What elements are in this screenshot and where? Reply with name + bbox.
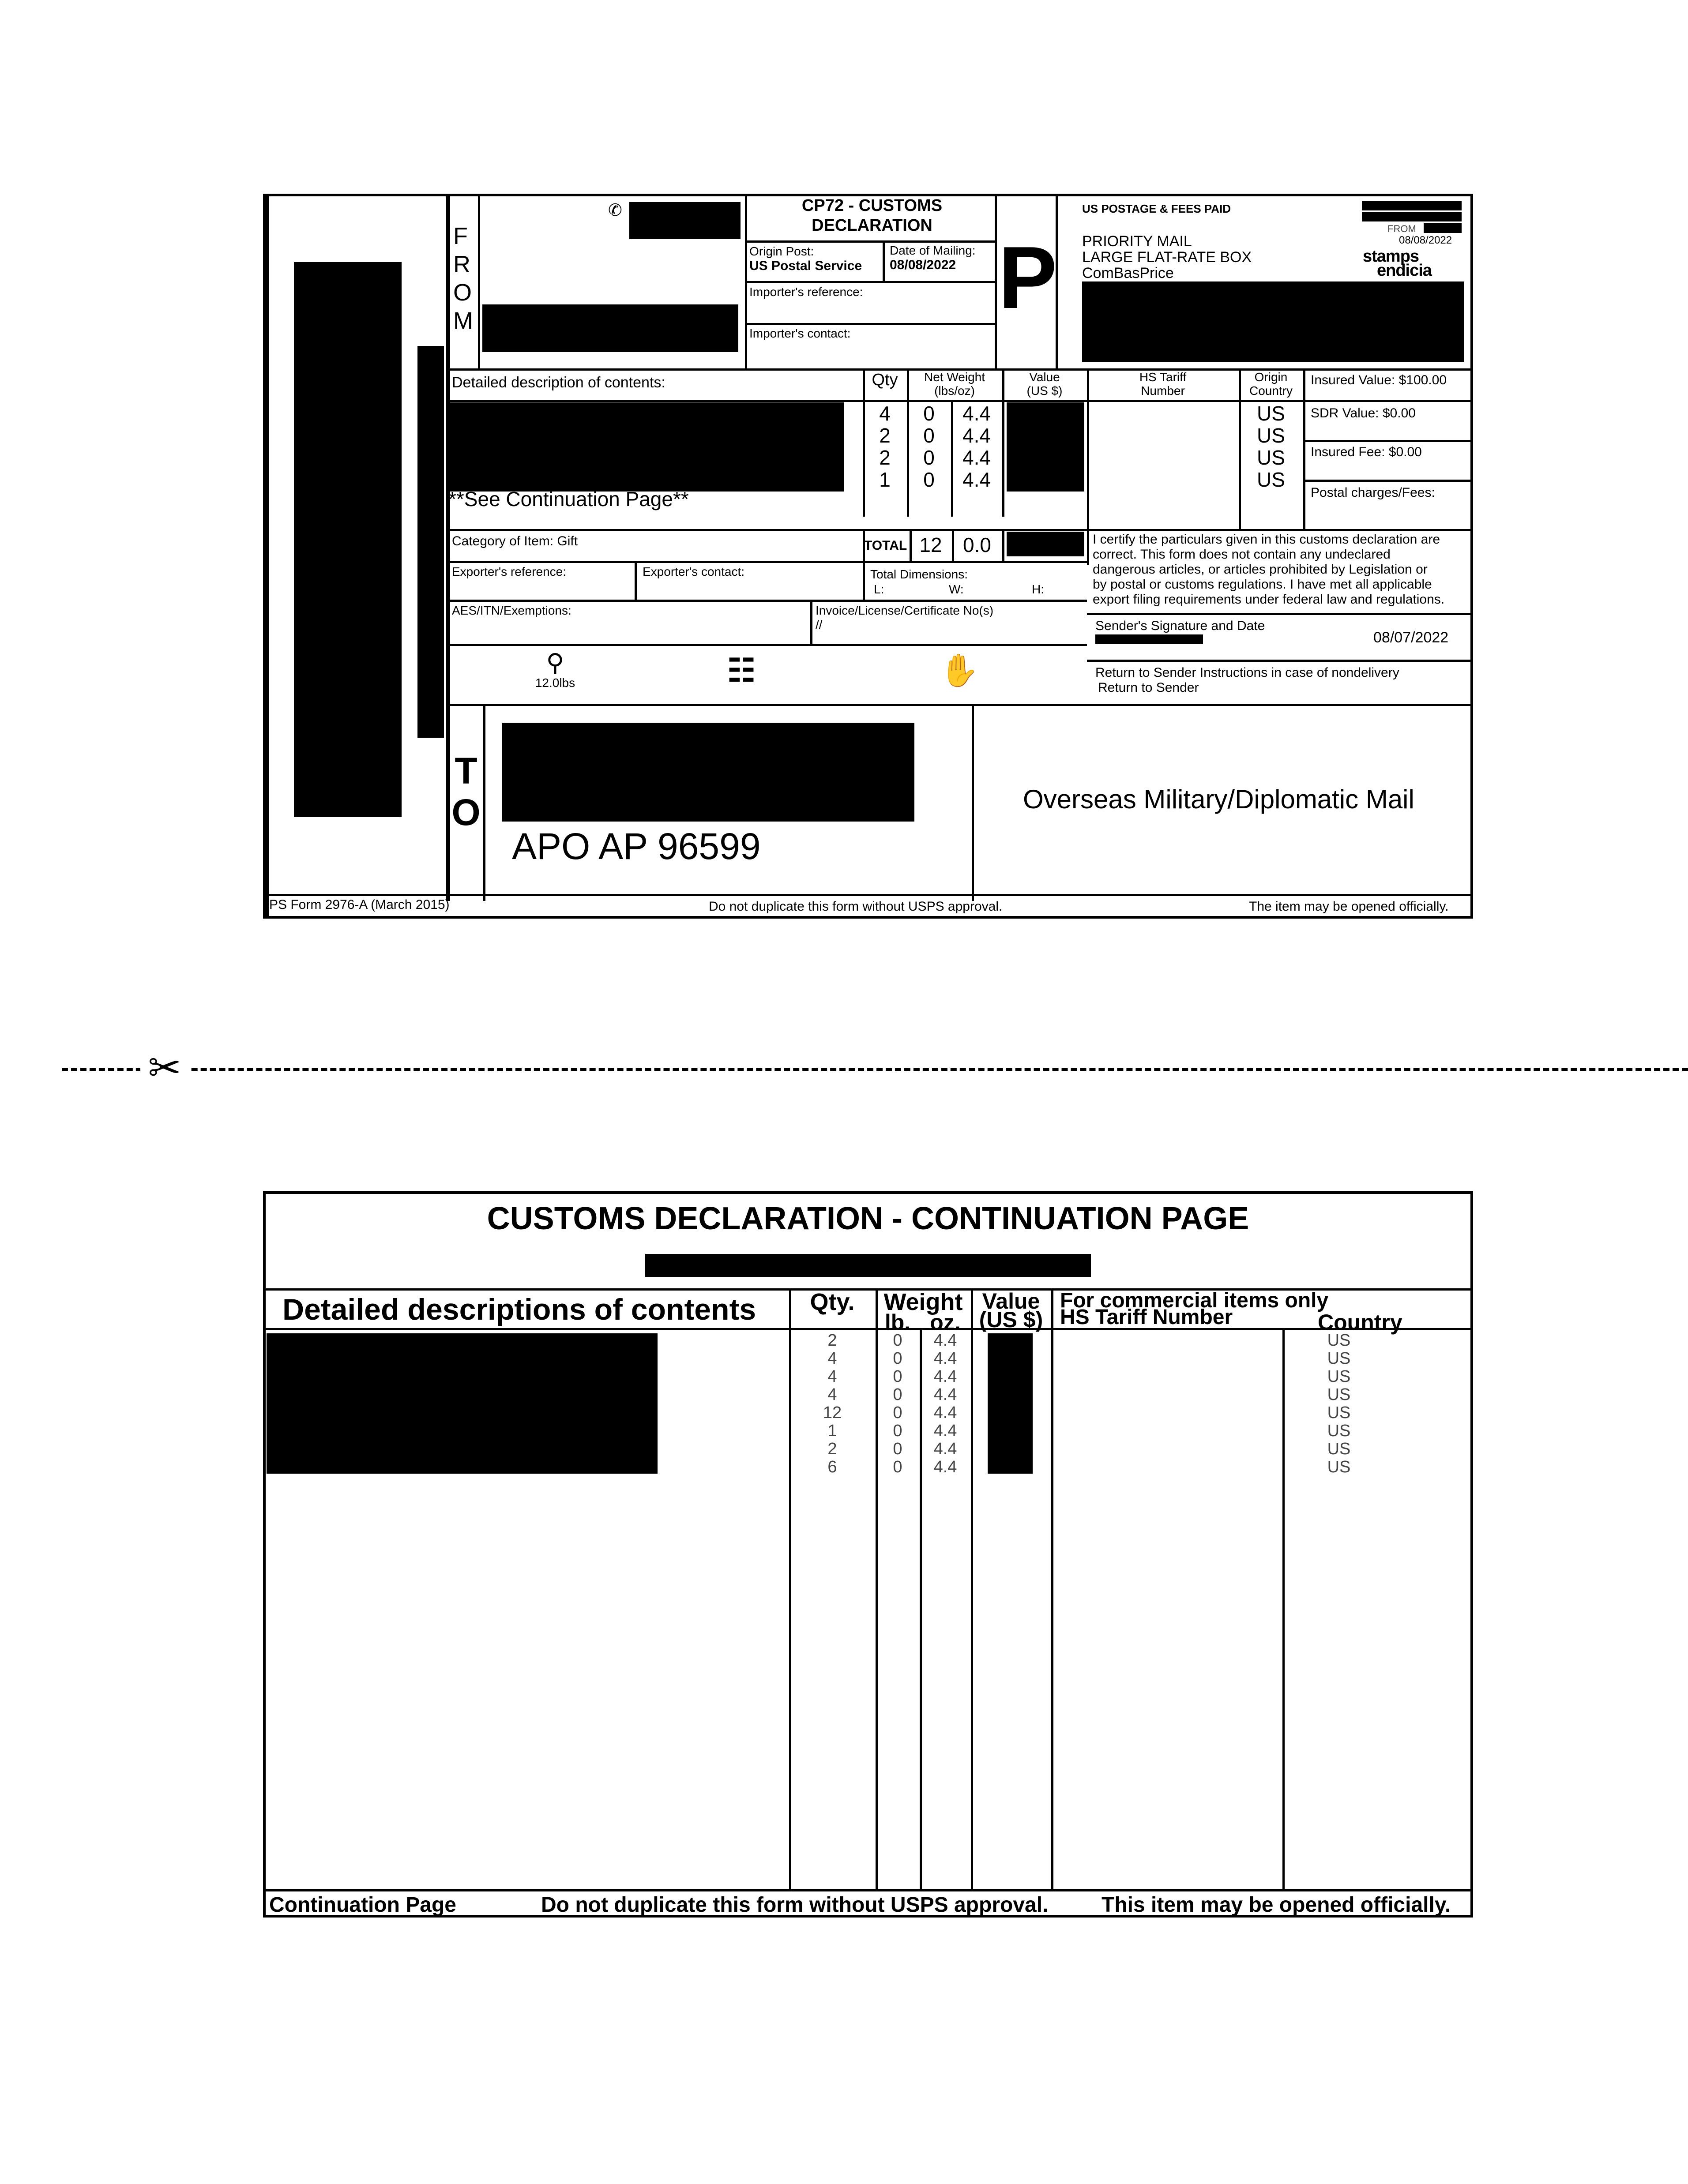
continuation-oz: 4.4 (933, 1331, 957, 1350)
postage-from: FROM (1387, 223, 1416, 234)
weight-icon: ⚲ (546, 649, 564, 676)
see-continuation: **See Continuation Page** (448, 488, 689, 510)
left-border-bar (263, 194, 269, 919)
divider (1303, 400, 1473, 402)
return-instructions: Return to Sender Instructions in case of nondelivery (1095, 665, 1399, 680)
invoice-label: Invoice/License/Certificate No(s) (816, 604, 994, 617)
continuation-qty: 1 (827, 1422, 837, 1440)
continuation-lb: 0 (893, 1403, 902, 1422)
sdr-value: SDR Value: $0.00 (1311, 406, 1416, 420)
continuation-oz: 4.4 (933, 1385, 957, 1404)
cut-line (62, 1068, 1688, 1071)
importer-contact-label: Importer's contact: (749, 326, 851, 340)
continuation-oz: 4.4 (933, 1367, 957, 1386)
divider (1303, 440, 1473, 442)
item-oz-column (951, 402, 1002, 491)
continuation-country: US (1327, 1349, 1351, 1368)
continuation-lb: 0 (893, 1458, 902, 1476)
form-title: CP72 - CUSTOMS (801, 196, 943, 215)
military-mail: Overseas Military/Diplomatic Mail (1023, 784, 1414, 814)
continuation-qty: 2 (827, 1331, 837, 1350)
qty-header: Qty (872, 371, 898, 389)
commercial-header: For commercial items only (1060, 1289, 1329, 1312)
total-dimensions: Total Dimensions: (870, 567, 968, 581)
item-lb: 0 (923, 446, 935, 469)
postage-price-type: ComBasPrice (1082, 265, 1174, 281)
redacted-postage-id (1362, 212, 1462, 221)
from-letter: R (453, 251, 470, 278)
item-oz: 4.4 (962, 424, 991, 447)
from-letter: O (453, 279, 472, 306)
continuation-country: US (1327, 1440, 1351, 1458)
certify-line: I certify the particulars given in this customs declaration are (1093, 532, 1440, 547)
descriptions-header: Detailed descriptions of contents (282, 1293, 756, 1326)
value-unit: (US $) (1026, 384, 1063, 398)
divider (263, 894, 1473, 896)
weight-header: Weight (883, 1289, 963, 1315)
certify-line: by postal or customs regulations. I have met all applicable (1093, 577, 1432, 592)
hs-tariff-header: HS Tariff Number (1060, 1306, 1233, 1329)
country-header: Country (1318, 1310, 1402, 1335)
divider (745, 323, 996, 325)
redacted-signature (1095, 634, 1203, 644)
continuation-lb: 0 (893, 1367, 902, 1386)
continuation-oz-column (920, 1332, 971, 1476)
divider (1051, 1288, 1053, 1889)
handle-with-care-icon: ✋ (940, 653, 979, 688)
dimension-height: H: (1032, 582, 1044, 596)
hs-tariff-header: Number (1141, 384, 1185, 398)
exporter-reference: Exporter's reference: (452, 565, 567, 578)
redacted-contents-description (446, 402, 844, 492)
stamps-logo: stamps (1363, 247, 1419, 266)
continuation-lb: 0 (893, 1440, 902, 1458)
origin-post-label: Origin Post: (749, 244, 814, 258)
item-lb: 0 (923, 402, 935, 425)
continuation-oz: 4.4 (933, 1440, 957, 1458)
value-header: Value (1029, 370, 1060, 384)
dimension-length: L: (874, 582, 884, 596)
scissors-icon: ✂ (140, 1048, 189, 1088)
value-unit: (US $) (979, 1307, 1043, 1332)
opened-notice: The item may be opened officially. (1249, 899, 1449, 914)
qty-header: Qty. (810, 1289, 855, 1315)
divider (810, 600, 812, 644)
continuation-title: CUSTOMS DECLARATION - CONTINUATION PAGE (487, 1201, 1249, 1236)
continuation-qty: 4 (827, 1385, 837, 1404)
certify-line: dangerous articles, or articles prohibited by Legislation or (1093, 562, 1428, 577)
total-weight: 0.0 (963, 533, 991, 556)
divider (1087, 613, 1473, 615)
item-oz: 4.4 (962, 446, 991, 469)
from-letters (453, 223, 473, 334)
divider (1056, 194, 1058, 368)
divider (446, 529, 1473, 531)
continuation-oz: 4.4 (933, 1349, 957, 1368)
invoice-value: // (816, 618, 823, 631)
redacted-values (1007, 402, 1084, 492)
item-qty: 1 (879, 468, 891, 491)
duplicate-notice: Do not duplicate this form without USPS approval. (709, 899, 1003, 914)
certify-line: correct. This form does not contain any undeclared (1093, 547, 1391, 562)
continuation-qty-column (789, 1332, 876, 1476)
continuation-qty: 12 (823, 1403, 842, 1422)
item-oz: 4.4 (962, 468, 991, 491)
postage-service: PRIORITY MAIL (1082, 233, 1192, 250)
net-weight-header: Net Weight (924, 370, 985, 384)
redacted-recipient-address (502, 723, 914, 822)
continuation-country: US (1327, 1367, 1351, 1386)
continuation-oz: 4.4 (933, 1403, 957, 1422)
redacted-barcode (294, 262, 402, 817)
form-number: PS Form 2976-A (March 2015) (269, 897, 450, 912)
divider (483, 704, 485, 901)
signature-label: Sender's Signature and Date (1095, 619, 1265, 633)
continuation-lb: 0 (893, 1331, 902, 1350)
phone-icon: ✆ (608, 201, 622, 220)
divider (446, 704, 1473, 706)
divider (1303, 480, 1473, 482)
continuation-qty: 2 (827, 1440, 837, 1458)
item-lb: 0 (923, 468, 935, 491)
form-title: DECLARATION (812, 216, 932, 235)
redacted-continuation-descriptions (267, 1333, 658, 1474)
exporter-contact: Exporter's contact: (643, 565, 744, 578)
item-country: US (1257, 468, 1285, 491)
redacted-side-strip (417, 346, 444, 738)
origin-header: Origin (1254, 370, 1288, 384)
redacted-postage-from (1424, 223, 1462, 233)
postal-charges: Postal charges/Fees: (1311, 485, 1435, 500)
origin-post-value: US Postal Service (749, 259, 862, 273)
continuation-footer-page: Continuation Page (269, 1893, 456, 1917)
continuation-country: US (1327, 1422, 1351, 1440)
dimension-width: W: (949, 582, 964, 596)
signature-date: 08/07/2022 (1373, 629, 1449, 646)
item-qty-column (863, 402, 907, 491)
continuation-oz: 4.4 (933, 1458, 957, 1476)
continuation-lb-column (876, 1332, 920, 1476)
postage-date: 08/08/2022 (1399, 234, 1452, 246)
value-header: Value (982, 1289, 1040, 1313)
item-qty: 2 (879, 424, 891, 447)
continuation-country: US (1327, 1385, 1351, 1404)
redacted-phone (629, 202, 741, 239)
item-country: US (1257, 424, 1285, 447)
return-value: Return to Sender (1098, 680, 1199, 695)
divider (1002, 529, 1004, 561)
divider (446, 400, 1303, 402)
continuation-lb: 0 (893, 1422, 902, 1440)
to-letters (449, 750, 483, 833)
item-country: US (1257, 446, 1285, 469)
fragile-glass-icon: ☷ (727, 653, 756, 688)
postage-paid: US POSTAGE & FEES PAID (1082, 202, 1231, 215)
redacted-sender-address (482, 304, 738, 352)
endicia-logo: endicia (1377, 261, 1432, 280)
divider (1087, 660, 1473, 662)
redacted-reference (645, 1254, 1091, 1277)
oz-header: oz. (930, 1310, 961, 1335)
insured-fee: Insured Fee: $0.00 (1311, 445, 1422, 459)
continuation-lb: 0 (893, 1349, 902, 1368)
total-qty: 12 (919, 533, 942, 556)
to-letter: O (451, 792, 481, 833)
divider (745, 240, 996, 243)
divider (635, 561, 637, 600)
redacted-postage-id (1362, 201, 1462, 210)
weight-value: 12.0lbs (535, 676, 575, 690)
divider (446, 600, 1087, 602)
continuation-footer-opened: This item may be opened officially. (1102, 1893, 1451, 1917)
description-header: Detailed description of contents: (452, 374, 665, 391)
item-lb: 0 (923, 424, 935, 447)
divider (263, 1889, 1473, 1891)
from-letter: F (453, 223, 468, 249)
divider (446, 561, 1087, 563)
divider (972, 704, 974, 901)
divider (863, 561, 865, 600)
redacted-continuation-values (988, 1333, 1033, 1474)
divider (995, 194, 997, 368)
divider (446, 644, 1087, 646)
origin-header: Country (1249, 384, 1293, 398)
date-of-mailing-value: 08/08/2022 (890, 258, 956, 272)
continuation-country: US (1327, 1458, 1351, 1476)
item-lb-column (907, 402, 951, 491)
certify-statement (1093, 532, 1444, 607)
total-label: TOTAL (864, 538, 907, 553)
continuation-lb: 0 (893, 1385, 902, 1404)
continuation-footer-duplicate: Do not duplicate this form without USPS approval. (541, 1893, 1049, 1917)
net-weight-unit: (lbs/oz) (934, 384, 975, 398)
continuation-country-column (1282, 1332, 1395, 1476)
item-country-column (1239, 402, 1303, 491)
divider (263, 1328, 1473, 1330)
redacted-total-value (1007, 532, 1084, 556)
continuation-oz: 4.4 (933, 1422, 957, 1440)
importer-reference-label: Importer's reference: (749, 285, 863, 299)
continuation-country: US (1327, 1403, 1351, 1422)
divider (1303, 368, 1305, 529)
continuation-qty: 4 (827, 1367, 837, 1386)
certify-line: export filing requirements under federal law and regulations. (1093, 592, 1445, 607)
priority-letter: P (998, 229, 1057, 327)
category-of-item: Category of Item: Gift (452, 534, 578, 548)
divider (478, 194, 480, 368)
item-qty: 2 (879, 446, 891, 469)
hs-tariff-header: HS Tariff (1139, 370, 1187, 384)
continuation-country: US (1327, 1331, 1351, 1350)
divider (745, 281, 996, 283)
divider (1087, 368, 1089, 565)
item-oz: 4.4 (962, 402, 991, 425)
to-letter: T (455, 750, 477, 792)
divider (883, 240, 885, 281)
continuation-qty: 6 (827, 1458, 837, 1476)
postage-box: LARGE FLAT-RATE BOX (1082, 249, 1252, 266)
date-of-mailing-label: Date of Mailing: (890, 244, 976, 257)
divider (971, 1288, 973, 1889)
lb-header: lb. (884, 1310, 911, 1335)
from-letter: M (453, 308, 473, 334)
recipient-city: APO AP 96599 (512, 826, 761, 867)
item-country: US (1257, 402, 1285, 425)
item-qty: 4 (879, 402, 891, 425)
redacted-postage-barcode (1082, 281, 1464, 362)
insured-value: Insured Value: $100.00 (1311, 373, 1447, 387)
continuation-qty: 4 (827, 1349, 837, 1368)
aes-itn-exemptions: AES/ITN/Exemptions: (452, 604, 571, 617)
